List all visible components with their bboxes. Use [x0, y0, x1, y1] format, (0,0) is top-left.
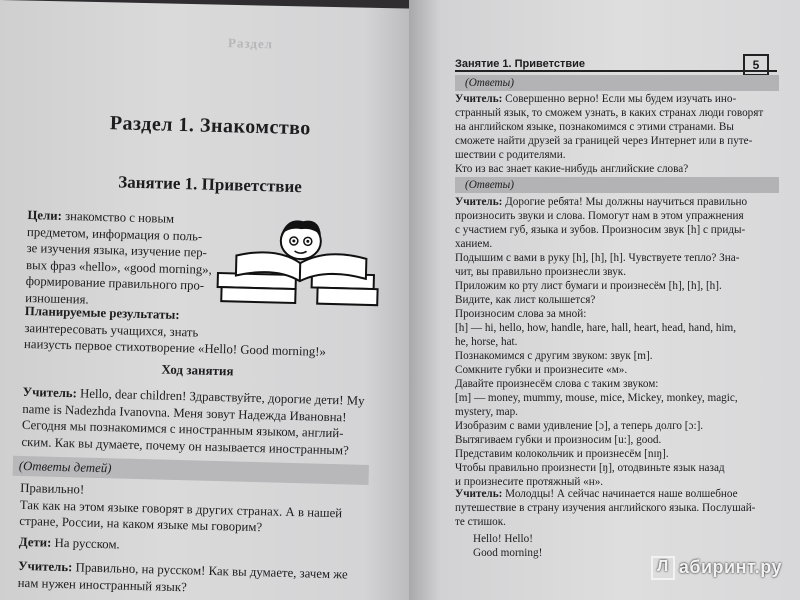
text-line: Так как на этом языке говорят в других странах. А в нашей — [19, 497, 343, 520]
text-line: Давайте произнесём слова с таким звуком: — [455, 378, 659, 390]
text-line: ханием. — [455, 238, 493, 250]
text-line: произносить звуки и слова. Помогут нам в этом упражнения — [455, 210, 744, 222]
text-line: Приложим ко рту лист бумаги и произнесём [h], [h], [h]. — [455, 280, 722, 292]
teacher-paragraph-1 — [21, 384, 393, 460]
watermark-text: абиринт.ру — [678, 556, 782, 577]
page-number: 5 — [743, 54, 769, 76]
goals-line: изношения. — [25, 290, 89, 307]
teacher-block-2 — [455, 195, 785, 489]
goals-line: вых фраз «hello», «good morning», — [25, 257, 213, 277]
answers-label: (Ответы) — [465, 179, 514, 191]
text-line: Кто из вас знает какие-нибудь английские слова? — [455, 163, 689, 175]
text-line: [m] — money, mummy, mouse, mice, Mickey, monkey, magic, — [455, 392, 738, 404]
goals-line: предметом, информация о поль- — [26, 224, 203, 244]
teacher-label: Учитель: — [22, 384, 78, 401]
text-line: чит, вы правильно произнесли звук. — [455, 266, 627, 278]
course-heading: Ход занятия — [161, 361, 234, 379]
text-line: странный язык, то сможем узнать, в каких странах люди говорят — [455, 107, 764, 119]
goals-label: Цели: — [27, 207, 63, 223]
goals-line: знакомство с новым — [64, 208, 175, 226]
text-line: Познакомимся с другим звуком: звук [m]. — [455, 350, 653, 362]
text-line: Представим колокольчик и произнесём [nɪŋ]. — [455, 448, 669, 460]
header-rule — [455, 70, 777, 72]
bleed-through-heading: Раздел — [227, 35, 274, 52]
text-line: mystery, map. — [455, 406, 518, 418]
text-line: стране, России, на каком языке мы говорим? — [19, 513, 263, 535]
answers-children: (Ответы детей) — [18, 458, 112, 476]
text-line: Правильно! — [20, 480, 85, 497]
text-line: и произнесите протяжный «н». — [455, 476, 604, 488]
text-line: Чтобы правильно произнести [ŋ], отодвиньте язык назад — [455, 462, 725, 474]
text-line: Дорогие ребята! Мы должны научиться правильно — [505, 196, 748, 208]
children-label: Дети: — [18, 534, 52, 550]
poem-line: Good morning! — [473, 547, 543, 559]
text-line: Сомкните губки и произнесите «м». — [455, 364, 628, 376]
results-line: заинтересовать учащихся, знать — [24, 320, 199, 340]
boy-reading-books-illustration — [215, 215, 388, 319]
text-line: Вытягиваем губки и произносим [u:], good. — [455, 434, 662, 446]
text-line: Подышим с вами в руку [h], [h], [h]. Чувствуете тепло? Зна- — [455, 252, 740, 264]
children-answer — [19, 534, 120, 553]
teacher-label: Учитель: — [455, 93, 503, 105]
text-line: путешествие в страну изучения английского языка. Послушай- — [455, 502, 756, 514]
results-paragraph — [24, 303, 385, 362]
text-line: сможете найти друзей за границей через Интернет или в путе- — [455, 135, 753, 147]
poem-line: Hello! Hello! — [473, 533, 533, 545]
text-line: шествии с родителями. — [455, 149, 566, 161]
goals-line: зе изучения языка, изучение пер- — [26, 240, 208, 260]
text-line: на английском языке, познакомимся с этими странами. Вы — [455, 121, 734, 133]
text-line: ским. Как вы думаете, почему он называется иностранным? — [21, 434, 349, 457]
text-line: Правильно, на русском! Как вы думаете, зачем же — [75, 560, 348, 582]
teacher-label: Учитель: — [455, 488, 503, 500]
text-line: Hello, dear children! Здравствуйте, дорогие дети! My — [79, 386, 365, 408]
teacher-paragraph-2 — [19, 480, 390, 539]
section-title: Раздел 1. Знакомство — [109, 112, 312, 140]
poem — [473, 532, 542, 560]
text-line: с участием губ, языка и зубов. Произносим звук [h] с приды- — [455, 224, 746, 236]
teacher-block-1 — [455, 92, 785, 176]
text-line: name is Nadezhda Ivanovna. Меня зовут Надежда Ивановна! — [22, 401, 347, 424]
text-line: Изобразим с вами удивление [ɔ], а теперь долго [ɔ:]. — [455, 420, 704, 432]
results-label: Планируемые результаты: — [24, 303, 180, 323]
text-line: Видите, как лист колышется? — [455, 294, 596, 306]
lesson-title: Занятие 1. Приветствие — [118, 172, 303, 197]
text-line: he, horse, hat. — [455, 336, 518, 348]
results-line: наизусть первое стихотворение «Hello! Good morning!» — [23, 336, 327, 359]
text-line: Совершенно верно! Если мы будем изучать ино- — [505, 93, 737, 105]
text-line: Сегодня мы познакомимся с иностранным языком, англий- — [21, 417, 344, 441]
running-head: Занятие 1. Приветствие — [455, 58, 585, 70]
labirint-watermark-logo — [651, 556, 782, 580]
teacher-block-3 — [455, 487, 785, 529]
teacher-label: Учитель: — [18, 558, 73, 575]
text-line: те стишок. — [455, 516, 506, 528]
text-line: нам нужен иностранный язык? — [17, 575, 187, 594]
right-page-content — [409, 0, 800, 600]
text-line: На русском. — [54, 535, 120, 552]
text-line: Молодцы! А сейчас начинается наше волшебное — [505, 488, 738, 500]
answers-label: (Ответы) — [465, 77, 514, 89]
goals-paragraph — [25, 207, 228, 311]
teacher-label: Учитель: — [455, 196, 503, 208]
teacher-paragraph-3 — [18, 558, 389, 600]
labirint-l-icon: Л — [651, 556, 675, 580]
text-line: [h] — hi, hello, how, handle, hare, hall, heart, head, hand, him, — [455, 322, 737, 334]
goals-line: формирование правильного про- — [25, 273, 205, 293]
text-line: Произносим слова за мной: — [455, 308, 587, 320]
